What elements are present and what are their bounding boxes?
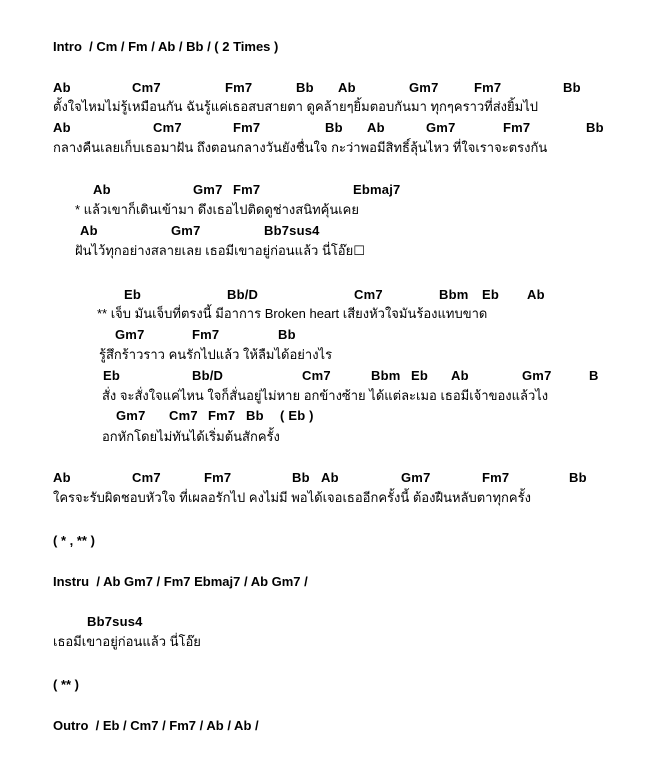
chord: Gm7 (171, 223, 201, 238)
chord: Cm7 (153, 120, 182, 135)
chord: Bb7sus4 (87, 614, 143, 629)
chord: Ab (527, 287, 545, 302)
chord: Gm7 (401, 470, 431, 485)
chord: Ab (80, 223, 98, 238)
chord: Cm7 (169, 408, 198, 423)
chord: Ab (53, 80, 71, 95)
chord: Fm7 (208, 408, 236, 423)
chord: B (589, 368, 599, 383)
outro-line: Outro / Eb / Cm7 / Fm7 / Ab / Ab / (53, 718, 259, 733)
chord: Ab (93, 182, 111, 197)
lyric-line: สั่ง จะสั่งใจแค่ไหน ใจก็สั่นอยู่ไม่หาย อกข้างซ้าย ได้แต่ละเมอ เธอมีเจ้าของแล้วไง (102, 388, 549, 403)
chord: Fm7 (503, 120, 531, 135)
chord: Ab (53, 470, 71, 485)
chord: Bb (278, 327, 296, 342)
chord: Gm7 (522, 368, 552, 383)
chord: Bb (296, 80, 314, 95)
chord: Gm7 (426, 120, 456, 135)
chord: Gm7 (193, 182, 223, 197)
chord: Eb (103, 368, 121, 383)
chord: Eb (124, 287, 142, 302)
repeat-marker: ( ** ) (53, 677, 79, 692)
chord: Cm7 (354, 287, 383, 302)
chord: Eb (482, 287, 500, 302)
chord: Ab (321, 470, 339, 485)
lyric-line: * แล้วเขาก็เดินเข้ามา ดึงเธอไปติดดูช่างสนิทคุ้นเคย (75, 202, 359, 217)
chord: Ab (451, 368, 469, 383)
chord: Bb7sus4 (264, 223, 320, 238)
chord: Cm7 (132, 80, 161, 95)
chord: Cm7 (302, 368, 331, 383)
chord: Gm7 (115, 327, 145, 342)
intro-line: Intro / Cm / Fm / Ab / Bb / ( 2 Times ) (53, 39, 279, 54)
chord: Gm7 (116, 408, 146, 423)
chord: Cm7 (132, 470, 161, 485)
chord: Fm7 (474, 80, 502, 95)
chord: Bb (563, 80, 581, 95)
lyric-line: ใครจะรับผิดชอบหัวใจ ที่เผลอรักไป คงไม่มี พอได้เจอเธออีกครั้งนี้ ต้องฝืนหลับตาทุกครั้ง (53, 490, 531, 505)
chord: Bb (325, 120, 343, 135)
lyric-line: ตั้งใจไหมไม่รู้เหมือนกัน ฉันรู้แค่เธอสบสายตา ดูคล้ายๆยิ้มตอบกันมา ทุกๆคราวที่ส่งยิ้มไป (53, 99, 539, 114)
lyric-line: เธอมีเขาอยู่ก่อนแล้ว นี่โอ๊ย (53, 634, 201, 649)
lyric-line: ฝันไว้ทุกอย่างสลายเลย เธอมีเขาอยู่ก่อนแล้ว นี่โอ๊ย☐ (75, 243, 365, 258)
lyric-line: อกหักโดยไม่ทันได้เริ่มต้นสักครั้ง (102, 429, 280, 444)
lyric-line: กลางคืนเลยเก็บเธอมาฝัน ถึงตอนกลางวันยังชื่นใจ กะว่าพอมีสิทธิ์ลุ้นไหว ที่ใจเราจะตรงกัน (53, 140, 548, 155)
chord: Bb (569, 470, 587, 485)
chord: Bbm (439, 287, 469, 302)
chord: Ab (367, 120, 385, 135)
chord: Bb (246, 408, 264, 423)
instrumental-line: Instru / Ab Gm7 / Fm7 Ebmaj7 / Ab Gm7 / (53, 574, 308, 589)
lyric-line: รู้สึกร้าวราว คนรักไปแล้ว ให้ลืมได้อย่างไร (99, 347, 333, 362)
chord: Fm7 (204, 470, 232, 485)
chord: Fm7 (225, 80, 253, 95)
lyric-line: ** เจ็บ มันเจ็บที่ตรงนี้ มีอาการ Broken heart เสียงหัวใจมันร้องแทบขาด (97, 306, 488, 321)
chord: Bb (586, 120, 604, 135)
chord: Gm7 (409, 80, 439, 95)
chord: ( Eb ) (280, 408, 314, 423)
chord: Bb (292, 470, 310, 485)
repeat-marker: ( * , ** ) (53, 533, 95, 548)
chord: Fm7 (233, 182, 261, 197)
chord: Bbm (371, 368, 401, 383)
chord: Eb (411, 368, 429, 383)
chord: Fm7 (233, 120, 261, 135)
chord: Fm7 (482, 470, 510, 485)
chord: Bb/D (192, 368, 224, 383)
chord: Bb/D (227, 287, 259, 302)
chord: Ab (338, 80, 356, 95)
chord: Fm7 (192, 327, 220, 342)
chord: Ab (53, 120, 71, 135)
chord: Ebmaj7 (353, 182, 401, 197)
